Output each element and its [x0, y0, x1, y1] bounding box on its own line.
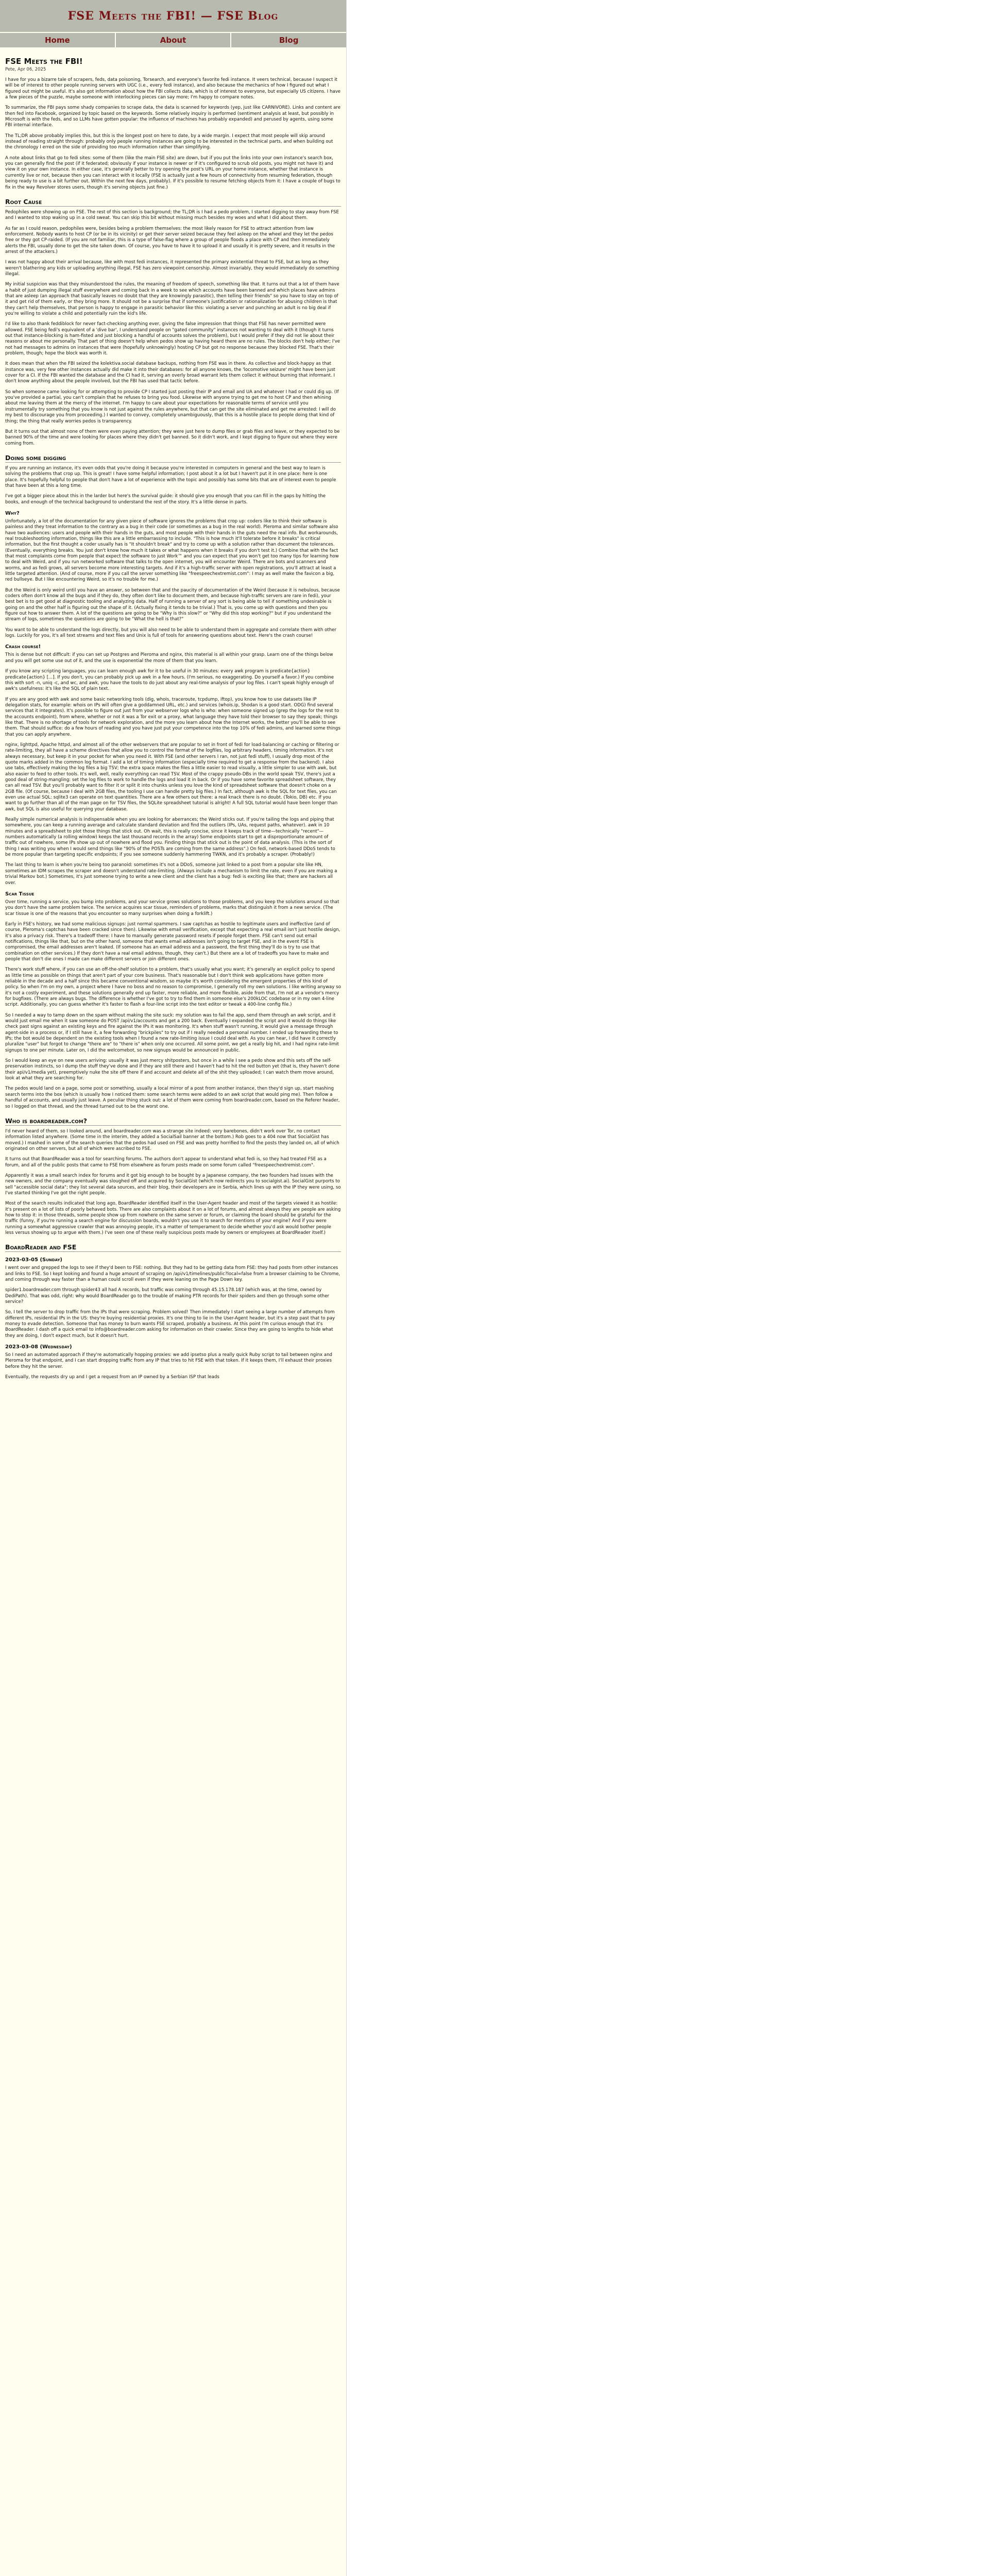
paragraph: I have for you a bizarre tale of scrapers, feds, data poisoning, Torsearch, and everyone's favorite fedi instance. It veers technical, because I suspect it will be of interest to other people running servers with UGC (i.e., every fedi instance), and also because the mechanics of how I figured out what I figured out might be useful. It's also got information about how the FBI collects data, which is of interest to everyone, but especially US citizens. I have a few pieces of the puzzle, maybe someone with interlocking pieces can say more; I'm happy to compare notes. — [5, 77, 341, 100]
paragraph: But the Weird is only weird until you have an answer, so between that and the paucity of documentation of the Weird (because it is nebulous, because coders often don't know all the bugs and if they do, they often don't like to document them, and because high-traffic servers are rare in fedi), your best bet is to get good at diagnostic tooling and analyzing data. Half of running a server of any sort is being able to tell if something undesirable is going on and the other half is figuring out the shape of it. (Actually fixing it tends to be trivial.) That is, you come up with questions and then you figure out how to answer them. A lot of the questions are going to be "Why is this slow?" or "Why did this stop working?" but if you understand the stream of logs, sometimes the questions are going to be "What the hell is that?" — [5, 587, 340, 622]
paragraph: If you know any scripting languages, you can learn enough awk for it to be useful in 30 minutes: every awk program is predicate{action} predicate{action} [...]. If you don't, you can probably pick up awk in a few hours. (I'm serious, no exaggerating. Do yourself a favor.) If you combine this with sort -n, uniq -c, and wc, and awk, you have the tools to do just about any real-time analysis of your log files. I can't speak highly enough of awk's usefulness: it's like the SQL of plain text. — [5, 669, 334, 692]
paragraph: Early in FSE's history, we had some malicious signups: just normal spammers. I saw captchas as hostile to legitimate users and ineffective (and of course, Pleroma's captchas have been cracked since then). Likewise with email verification, except that expecting a real email isn't just hostile design, it's also a privacy risk. There's a tradeoff there: I have to manually generate password resets if people forget them. FSE can't send out email notifications, things like that, but on the other hand, someone that wants email addresses isn't going to target FSE, and in the event FSE is compromised, the email addresses aren't leaked. (If someone has an email address and a password, the first thing they'll do is try to use that combination on other services.) If they don't have a real email address, though, they can't.) But there are a lot of tradeoffs you have to make and people that don't die ones I made can make different servers or join different ones. — [5, 921, 340, 962]
section-heading: BoardReader and FSE — [5, 1243, 341, 1252]
paragraph: spider1.boardreader.com through spider43 all had A records, but traffic was coming through 45.15.178.187 (which was, at the time, owned by DediPath). That was odd, right: why would BoardReader go to the trouble of making PTR records for their spiders and then go through some other service? — [5, 1287, 330, 1305]
paragraph: So when someone came looking for or attempting to provide CP I started just posting their IP and email and UA and whatever I had or could dig up. (If you've provided a partial, you can't complain that he refuses to bring you food. Likewise with anyone trying to get me to host CP and then whining about me leaving them at the mercy of the internet. I'm happy to care about your expectations for reasonable terms of service until you instrumentally try something that you know is not just against the rules anywhere, but that can get the site eliminated and get me arrested: I will do my best to discourage you from proceeding.) I wanted to convey, completely unambiguously, that this is a hostile place to people doing that kind of thing; the thing that really worries pedos is transparency. — [5, 389, 339, 424]
paragraph: So, I tell the server to drop traffic from the IPs that were scraping. Problem solved! Then immediately I start seeing a large number of attempts from different IPs, residential IPs in the US: they're buying residential proxies. It's one thing to lie in the User-Agent header, but it's a step past that to pay money to evade detection. Someone that has money to burn wants FSE scraped, probably a business. At this point I'm curious enough that it's BoardReader. I dash off a quick email to info@boardreader.com asking for information on their crawler. Since they are going to lengths to hide what they are doing, I don't expect much, but it doesn't hurt. — [5, 1310, 335, 1338]
paragraph: The pedos would land on a page, some post or something, usually a local mirror of a post from another instance, then they'd sign up, start mashing search terms into the box (which is usually how I noticed them: some search terms were added to an awk script that would ping me). Then follow a handful of accounts, and usually just leave. A peculiar thing stuck out: a lot of them were coming from boardreader.com, based on the Referer header, so I logged on that thread, and the thread turned out to be the worst one. — [5, 1086, 340, 1109]
site-header — [0, 0, 346, 32]
subsection-heading: Crash course! — [5, 644, 41, 650]
paragraph: Most of the search results indicated that long ago, BoardReader identified itself in the User-Agent header and most of the targets viewed it as hostile: it's present on a lot of lists of poorly behaved bots. There are also complaints about it on a lot of forums, and almost always they are people are asking how to stop it: in those threads, some people show up from nowhere on the same server or forum, or claiming the board should be grateful for the traffic (funny, if you're running a search engine for discussion boards, wouldn't you use it to search for mentions of your engine? And if you were running a somewhat aggressive crawler that was annoying people, it's a matter of temperament to decide whether you'd ask would bother people less versus showing up to argue with them.) I've seen one of these really suspicious posts made by owners or employees at BoardReader itself.) — [5, 1201, 341, 1235]
paragraph: My initial suspicion was that they misunderstood the rules, the meaning of freedom of speech, something like that. It turns out that a lot of them have a habit of just dumping illegal stuff everywhere and coming back in a week to see which accounts have been banned and which places have admins that are asleep (an approach that basically leaves no doubt that they are knowingly parasitic), then telling their friends" so you have to stay on top of it and get rid of them early, or they bring more. It should not be a surprise that if someone's justification or rationalization for abusing children is that they can't help themselves, that person is happy to engage in parasitic behavior like this: violating a server and punching an adult is no big deal if you're willing to violate a child and potentially ruin the kid's life. — [5, 282, 339, 316]
paragraph: The TL;DR above probably implies this, but this is the longest post on here to date, by a wide margin. I expect that most people will skip around instead of reading straight through: probably only people running instances are going to be interested in the technical parts, and when building out the chronology I erred on the side of providing too much information rather than simplifying. — [5, 133, 333, 150]
paragraph: The last thing to learn is when you're being too paranoid: sometimes it's not a DDoS, someone just linked to a post from a popular site like HN, sometimes an IDM scrapes the scraper and doesn't understand rate-limiting. (Always include a mechanism to limit the rate, even if you are making a trivial Markov bot.) Sometimes, it's just someone trying to write a new client and the client has a bug: fedi is exciting like that; there are hackers all over. — [5, 862, 337, 886]
post-meta: Pete, Apr 06, 2025 — [5, 67, 46, 72]
main-nav — [0, 32, 346, 48]
paragraph: If you are any good with awk and some basic networking tools (dig, whois, traceroute, tcpdump, iftop), you know how to use datasets like IP delegation stats, for example: whois on IPs will often give a goddamned URL, etc.) and services (whois.ip, Shodan is a good start. ODG) find several services that it integrates). It's possible to figure out just from your webserver logs who is who: when someone signed up (grep the logs for the rest to the accounts endpoint), from where, whether or not it was a Tor exit or a proxy, what language they have told their browser to say they speak; things like that. There is no shortage of tools for network exploration, and the more you learn about how the Internet works, the better you'll be able to see them. That should suffice: do a few hours of reading and you have just put your competence into the top 10% of fedi admins, and learned some things that you can apply anywhere. — [5, 697, 340, 737]
page — [0, 0, 346, 2576]
section-heading: Root Cause — [5, 198, 341, 207]
paragraph: Unfortunately, a lot of the documentation for any given piece of software ignores the problems that crop up: coders like to think their software is painless and they treat information to the contrary as a bug in their code (or sometimes as a bug in the real world). Pleroma and similar software also have two audiences: users and people with their hands in the guts, and most people with their hands in the guts need the real info. But workarounds, real troubleshooting information, things like this are a little embarrassing to include. "This is how much it'll tolerate before it breaks" is critical information, but the first thought a coder usually has is "It shouldn't break" and try to come up with a solution rather than document the tolerances. (Eventually, everything breaks. You just don't know how much it takes or what happens when it breaks if you don't test it.) Combine that with the fact that most complaints come from people that expect the software to just Work™ and you can expect that you won't get too many tips for learning how to deal with Weird, and if you run networked software that talks to the open internet, you will encounter Weird. There are bots and scanners and worms, and as fedi grows, all servers become more interesting targets. And if it's a high-traffic server with open registrations, you'll attract at least a little targeted attention. (And of course, more if you call the server something like "freespeechextremist.com": I may as well make the favicon a big, red bullseye. But I like encountering Weird, so it's no trouble for me.) — [5, 518, 339, 583]
paragraph: Over time, running a service, you bump into problems, and your service grows solutions to those problems, and you keep the solutions around so that you don't have the same problem twice. The service acquires scar tissue, reminders of problems, marks that distinguish it from a new service. (The scar tissue is one of the reasons that you encounter so many surprises when doing a forklift.) — [5, 899, 339, 917]
section-heading: Who is boardreader.com? — [5, 1117, 341, 1126]
post-intro — [5, 77, 341, 191]
paragraph: You want to be able to understand the logs directly, but you will also need to be able to understand them in aggregate and correlate them with other logs. Luckily for you, it's all text streams and text files and Unix is full of tools for answering questions about text. Here's the crash course! — [5, 627, 336, 639]
paragraph: I'd never heard of them, so I looked around, and boardreader.com was a strange site indeed: very barebones, didn't work over Tor, no contact information listed anywhere. (Some time in the interim, they added a SocialSail banner at the bottom.) Rob goes to a 404 now that SocialGist has moved.) I mashed in some of the search queries that the pedos had used on FSE and was pretty horrified to find the posts they landed on, all of which originated on other servers, but all of which were ascribed to FSE. — [5, 1128, 339, 1151]
nav-about-link[interactable]: About — [116, 33, 232, 47]
paragraph: As far as I could reason, pedophiles were, besides being a problem themselves: the most likely reason for FSE to attract attention from law enforcement. Nobody wants to host CP (or be in its vicinity) or get their server seized because they feel asleep on the wheel and they let the pedos free or they got CP-raided. (If you are not familiar, this is a type of false-flag where a group of people floods a place with CP and then immediately alerts the FBI, usually done to get the site taken down. Of course, you have to have it to upload it and usually it is pretty severe, and it results in the arrest of the attackers.) — [5, 226, 335, 255]
paragraph: This is dense but not difficult: if you can set up Postgres and Pleroma and nginx, this material is all within your grasp. Learn one of the things below and you will get some use out of it, and the use is exponential the more of them that you learn. — [5, 652, 333, 664]
paragraph: It turns out that BoardReader was a tool for searching forums. The authors don't appear to understand what fedi is, so they had treated FSE as a forum, and all of the public posts that came to FSE from elsewhere as forum posts made on some forum called "freespeechextremist.com". — [5, 1157, 327, 1168]
subsection-heading: Why? — [5, 510, 20, 516]
post-section — [5, 454, 341, 1110]
nav-home-link[interactable]: Home — [0, 33, 116, 47]
subsection-heading: 2023-03-08 (Wednesday) — [5, 1344, 72, 1350]
paragraph: Really simple numerical analysis is indispensable when you are looking for aberrances; the Weird sticks out. If you're tailing the logs and piping that somewhere, you can keep a running average and calculate standard deviation and find the outliers (IPs, UAs, request paths, whatever). awk in 10 minutes and a spreadsheet to plot those things that stick out. Oh wait, this is really concise, since it keeps track of time—technically "recent"—numbers automatically (a rolling window) keeps the last thousand records in the array) Some endpoints start to get a disproportionate amount of traffic out of nowhere, some IPs show up out of nowhere and flood you. Finding things that stick out is the point of data analysis. (This is the sort of thing I was writing you when I would send things like "90% of the POSTs are coming from the same address".) On fedi, network-based DDoS tends to be more popular than targeting specific endpoints; if you see someone suddenly hammering TWKN, and it's probably a scraper. (Probably!) — [5, 817, 335, 858]
paragraph: Eventually, the requests dry up and I get a request from an IP owned by a Serbian ISP that leads — [5, 1375, 219, 1380]
paragraph: To summarize, the FBI pays some shady companies to scrape data, the data is scanned for keywords (yep, just like CARNIVORE). Links and content are then fed into Facebook, organized by topic based on the keywords. Some relatively inquiry is performed (sentiment analysis at least, but possibly in Microsoft is with the feds, and so LLMs have gotten popular: the influence of machines has probably expanded) and perused by agents, using some FBI internal interface. — [5, 105, 341, 128]
paragraph: I was not happy about their arrival because, like with most fedi instances, it represented the primary existential threat to FSE, but as long as they weren't blathering any kids or uploading anything illegal, FSE has zero viewpoint censorship. Almost invariably, they would immediately do something illegal. — [5, 260, 339, 277]
post-section — [5, 1117, 341, 1236]
site-title: FSE Meets the FBI! — FSE Blog — [67, 9, 279, 23]
paragraph: So I would keep an eye on new users arriving: usually it was just mercy shitposters, but once in a while I see a pedo show and this sets off the self-preservation instincts, so I dump the stuff they've done and if they are still there and I haven't had to hit the red button yet (that is, they haven't done their api/v1/media yet), preemptively nuke the site off there if and account and delete all of the shit they uploaded; I can watch them move around, look at what they are searching for. — [5, 1058, 339, 1081]
paragraph: So I needed a way to tamp down on the spam without making the site suck: my solution was to fail the app, send them through an awk script, and it would just email me when it saw someone do POST /api/v1/accounts and get a 200 back. Eventually I expanded the script and it would do things like check past signs against an existing keys and fire against the IPs it was monitoring. It's when stuff wasn't running, it would give a message through agent-side in a process or, if I still have it, a few forwarding "brickpiles" to try out if I really needed a personal number. I ended up forwarding these to IPs; the bot would be dependent on the existing tools when I found a new rate-limiting issue I could deal with. As you can hear, I did have it correctly pluralize "user" but forgot to change "there are" to "there is" when only one occurred. All some point, we get a really big hit, and I had nginx rate-limit signups to one per minute. Later on, I did the welcomebot, so new signups would be announced in public. — [5, 1012, 339, 1053]
post-section — [5, 198, 341, 447]
paragraph: If you are running an instance, it's even odds that you're doing it because you're interested in computers in general and the best way to learn is solving the problems that crop up. This is great! I have some helpful information; I post about it a lot but I haven't put it in one place: here is one place. It's hopefully helpful to people that don't have a lot of experience with the topic and possibly has some bits that are of interest even to people that have been at this a long time. — [5, 465, 336, 488]
paragraph: Pedophiles were showing up on FSE. The rest of this section is background; the TL;DR is I had a pedo problem, I started digging to stay away from FSE and I wanted to stop waking up in a cold sweat. You can skip this bit without missing much besides my woes and what I did about them. — [5, 209, 339, 221]
paragraph: A note about links that go to fedi sites: some of them (like the main FSE site) are down, but if you put the links into your own instance's search box, you can generally find the post (if it federated; obviously if your instance is newer or if it's configured to scrub old posts, you might not have it) and view it on your own instance. In either case, it's generally better to try opening the post's URL on your home instance, whether that instance is currently live or not, because then you can interact with it locally (FSE is actually just a few hours of connectivity from resuming federation, though being ready to use is a bit further out. Within the next few days, probably). If it's possible to resume fetching objects from it: I have a couple of bugs to fix in the way Revolver stores users, though it's serving objects just fine.) — [5, 155, 340, 190]
paragraph: I went over and grepped the logs to see if they'd been to FSE: nothing. But they had to be getting data from FSE: they had posts from other instances and links to FSE. So I kept looking and found a huge amount of scraping on /api/v1/timelines/public?local=false from a browser claiming to be Chrome, and coming through way faster than a human could scroll even if they were leaning on the Page Down key. — [5, 1265, 340, 1283]
paragraph: I've got a bigger piece about this in the larder but here's the survival guide: it should give you enough that you can fill in the gaps by hitting the books, and enough of the technical background to understand the rest of the story. It's a little dense in parts. — [5, 494, 326, 505]
paragraph: nginx, lighttpd, Apache httpd, and almost all of the other webservers that are popular to set in front of fedi for load-balancing or caching or filtering or rate-limiting, they all have a scheme directives that allow you to control the format of the logfiles, log arbitrary headers, timing information. It's not always necessary, but keep it in your pocket for when you need it. With FSE (and other servers I ran, not just fedi stuff), I usually drop most of the quote marks added in the common log format. I add a lot of timing information (especially time required to get a response from the backend). I also use tabs, effectively making the log files a big TSV; the extra space makes the files a little easier to read visually, a little simpler to use with awk, but also easier to feed to other tools. It's well, well, really everything can read TSV. Most of the crappy pseudo-DBs in the world speak TSV, there's just a good deal of string-mangling: set the log files to work to handle the logs and load it in back. Or if you have some favorite spreadsheet software, they can all read TSV. But you'll probably want to filter it or split it into chunks unless you love the kind of spreadsheet software that doesn't choke on a 2GB file. (Of course, because I deal with 2GB files, the tooling I use can handle pretty big files.) In fact, although awk is the SQL for text files, you can even use actual SQL: sqlite3 can operate on text quantities. There are a few others out there: a real knack there is no doubt. (Tokio, DB) etc. If you want to go further than all of the man page on for TSV files, the SQLite spreadsheet tutorial is alright! A full SQL tutorial would have been longer than awk, but SQL is also useful for querying your database. — [5, 742, 339, 812]
post-section — [5, 1243, 341, 1380]
post-title: FSE Meets the FBI! — [5, 57, 83, 66]
nav-blog-link[interactable]: Blog — [231, 33, 346, 47]
subsection-heading: Scar Tissue — [5, 891, 35, 897]
paragraph: I'd like to also thank feddiblock for never fact-checking anything ever, giving the false impression that things that FSE has never permitted were allowed. FSE being fedi's equivalent of a 'dive bar', I understand people on "gated community" instances not wanting to deal with it (though it turns out that instance-blocking is ham-fisted and just blocking a handful of accounts solves the problem), but I would prefer if they did not lie about their reasons or about me personally. That part of thing doesn't help when pedos show up having heard there are no rules. The blocks don't help either; I've not had messages to admins on instances that were (hopefully unknowingly) hosting CP but got no response because they blocked FSE. That's their problem, though; hope the block was worth it. — [5, 321, 340, 357]
subsection-heading: 2023-03-05 (Sunday) — [5, 1257, 62, 1263]
post-sections — [5, 198, 341, 1381]
post-content — [0, 48, 346, 1396]
paragraph: It does mean that when the FBI seized the kolektiva.social database backups, nothing from FSE was in there. As collective and block-happy as that instance was, very few other instances actually did make it into their databases: for all anyone knows, the 'locomotive seizure' might have been just cover for a CI. If the FBI wanted the database and the CI had it, serving an overly broad warrant lets them collect it without burning that informant. I don't know anything about the people involved, but the FBI has used that tactic before. — [5, 361, 335, 384]
paragraph: Apparently it was a small search index for forums and it got big enough to be bought by a Japanese company, the two founders had issues with the new owners, and the company eventually was sloughed off and acquired by SocialGist (which now redirects you to socialgist.ai). SocialGist purports to sell "accessible social data"; they list several data sources, and their blog, their developers are in Serbia, which lines up with the IP they were using, so I've started thinking I've got the right people. — [5, 1173, 341, 1196]
paragraph: So I need an automated approach if they're automatically hopping proxies: we add ipsetso plus a really quick Ruby script to tail between nginx and Pleroma for that endpoint, and I can start dropping traffic from any IP that tries to hit FSE with that token. If it keeps them, I'll exhaust their proxies before they hit the server. — [5, 1352, 333, 1369]
paragraph: There's work stuff where, if you can use an off-the-shelf solution to a problem, that's usually what you want; it's generally an explicit policy to spend as little time as possible on things that aren't part of your core business. That's reasonable but I don't think web applications have gotten more reliable in the decade and a half since this became conventional wisdom, so maybe it's worth considering the emergent properties of this kind of policy. So when I'm on my own, a project where I have no boss and no reason to compromise, I generally roll my own solutions. I like writing anyway so it's not a costly experiment, and these solutions generally end up faster, more reliable, and more flexible, aside from that, I'm not at a vendor's mercy for bugfixes. (There are always bugs. The difference is whether I've got to try to find them in someone else's 200kLOC codebase or in my own 4-line script. Additionally, you can guess whether it's faster to flash a four-line script into the text editor or tweak a 400-line config file.) — [5, 967, 341, 1008]
paragraph: But it turns out that almost none of them were even paying attention; they were just here to dump files or grab files and leave, or they expected to be banned 90% of the time and were looking for places where they didn't get banned. So it didn't work, and I kept digging to figure out where they were coming from. — [5, 429, 340, 446]
section-heading: Doing some digging — [5, 454, 341, 463]
